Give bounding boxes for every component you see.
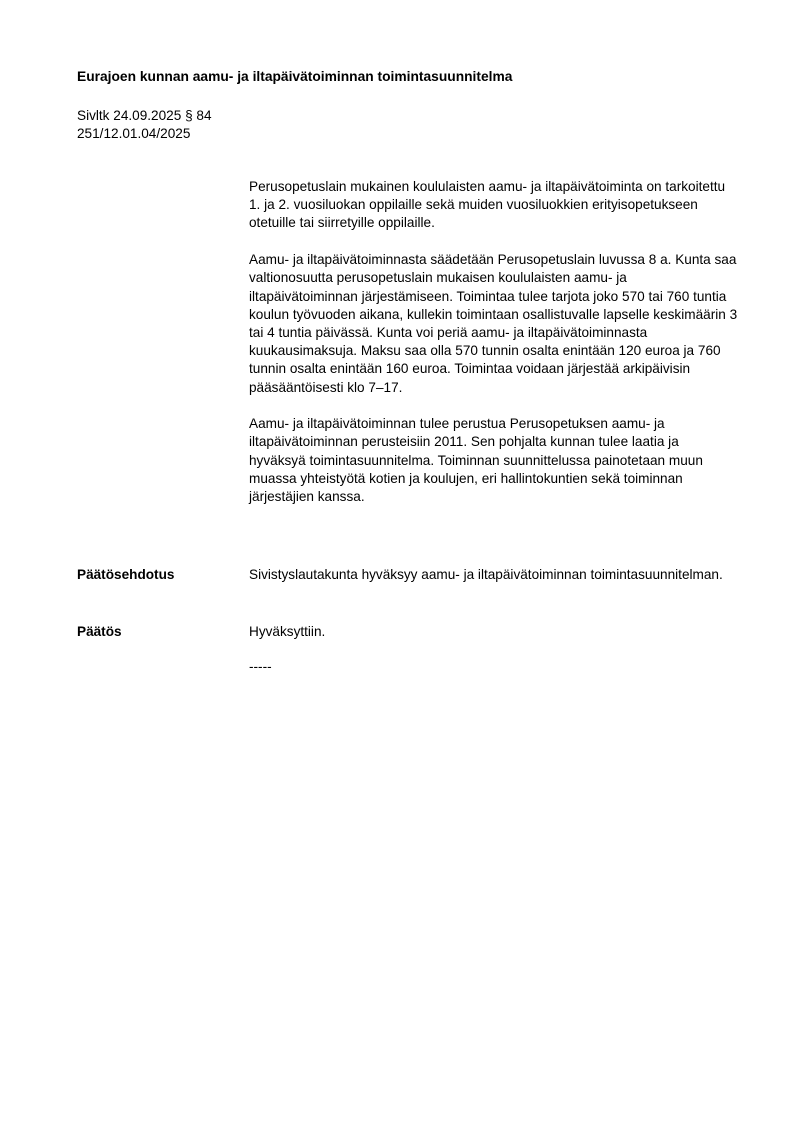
record-number-line: 251/12.01.04/2025 xyxy=(77,126,191,141)
meeting-reference xyxy=(77,107,212,143)
body-paragraph: Aamu- ja iltapäivätoiminnasta säädetään Perusopetuslain luvussa 8 a. Kunta saa valtionosuutta perusopetuslain mukaisen koululaisten aamu- ja iltapäivätoiminnan järjestämiseen. Toimintaa tulee tarjota joko 570 tai 760 tuntia koulun työvuoden aikana, kullekin toimintaan osallistuvalle lapselle keskimäärin 3 tai 4 tuntia päivässä. Kunta voi periä aamu- ja iltapäivätoiminnasta kuukausimaksuja. Maksu saa olla 570 tunnin osalta enintään 120 euroa ja 760 tunnin osalta enintään 160 euroa. Toimintaa voidaan järjestää arkipäivisin pääsääntöisesti klo 7–17. xyxy=(249,252,738,395)
meeting-reference-line: Sivltk 24.09.2025 § 84 xyxy=(77,108,212,123)
proposal-text: Sivistyslautakunta hyväksyy aamu- ja iltapäivätoiminnan toimintasuunnitelman. xyxy=(249,567,723,582)
decision-label: Päätös xyxy=(77,624,122,639)
case-description xyxy=(249,178,739,525)
body-paragraph: Perusopetuslain mukainen koululaisten aamu- ja iltapäivätoiminta on tarkoitettu 1. ja 2. vuosiluokan oppilaille sekä muiden vuosiluokkien erityisopetukseen otetuille tai siirretyille oppilaille. xyxy=(249,179,726,231)
end-mark: ----- xyxy=(249,659,272,674)
body-paragraph: Aamu- ja iltapäivätoiminnan tulee perustua Perusopetuksen aamu- ja iltapäivätoiminnan perusteisiin 2011. Sen pohjalta kunnan tulee laatia ja hyväksyä toimintasuunnitelma. Toiminnan suunnittelussa painotetaan muun muassa yhteistyötä kotien ja koulujen, eri hallintokuntien sekä toiminnan järjestäjien kanssa. xyxy=(249,416,703,505)
document-title: Eurajoen kunnan aamu- ja iltapäivätoiminnan toimintasuunnitelma xyxy=(77,69,513,84)
decision-text: Hyväksyttiin. xyxy=(249,624,326,639)
proposal-label: Päätösehdotus xyxy=(77,567,175,582)
